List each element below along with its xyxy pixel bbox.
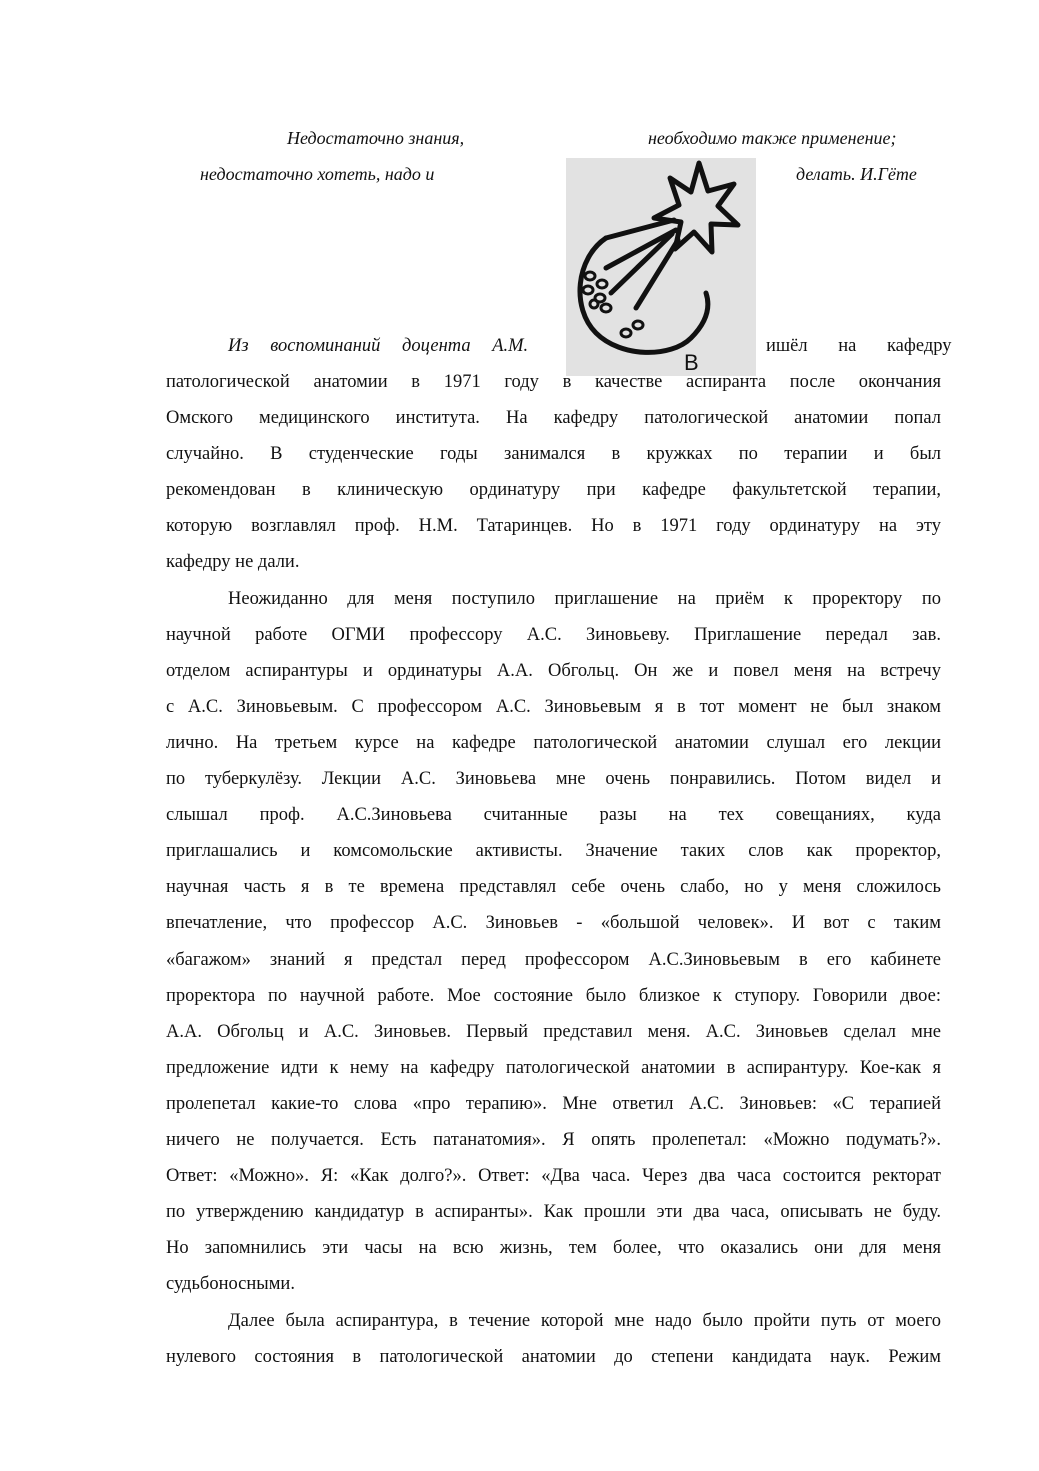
intro-first-line-rest: ишёл на кафедру <box>766 336 952 356</box>
body-line-18: проректора по научной работе. Мое состояние было близкое к ступору. Говорили двое: <box>166 986 941 1006</box>
body-line-12: по туберкулёзу. Лекции А.С. Зиновьева мне очень понравились. Потом видел и <box>166 769 941 789</box>
body-line-28: нулевого состояния в патологической анатомии до степени кандидата наук. Режим <box>166 1347 941 1367</box>
body-line-20: предложение идти к нему на кафедру патологической анатомии в аспирантуру. Кое-как я <box>166 1058 941 1078</box>
body-line-14: приглашались и комсомольские активисты. Значение таких слов как проректор, <box>166 841 941 861</box>
body-line-15: научная часть я в те времена представлял себе очень слабо, но у меня сложилось <box>166 877 941 897</box>
epigraph-line2-right: делать. И.Гёте <box>796 164 917 184</box>
body-line-27: Далее была аспирантура, в течение которой мне надо было пройти путь от моего <box>228 1311 941 1331</box>
epigraph-line1-right: необходимо также применение; <box>648 128 897 148</box>
body-line-10: с А.С. Зиновьевым. С профессором А.С. Зиновьевым я в тот момент не был знаком <box>166 697 941 717</box>
body-line-11: лично. На третьем курсе на кафедре патологической анатомии слушал его лекции <box>166 733 941 753</box>
body-line-24: по утверждению кандидатур в аспиранты». Как прошли эти два часа, описывать не буду. <box>166 1202 941 1222</box>
illustration <box>566 158 756 376</box>
intro-italic-lead: Из воспоминаний доцента А.М. <box>228 336 529 356</box>
body-line-21: пролепетал какие-то слова «про терапию». Мне ответил А.С. Зиновьев: «С терапией <box>166 1094 941 1114</box>
body-line-13: слышал проф. А.С.Зиновьева считанные разы на тех совещаниях, куда <box>166 805 941 825</box>
body-line-25: Но запомнились эти часы на всю жизнь, тем более, что оказались они для меня <box>166 1238 941 1258</box>
body-line-16: впечатление, что профессор А.С. Зиновьев - «большой человек». И вот с таким <box>166 913 941 933</box>
body-line-7: Неожиданно для меня поступило приглашение на приём к проректору по <box>228 589 941 609</box>
body-line-6: кафедру не дали. <box>166 552 300 572</box>
body-line-22: ничего не получается. Есть патанатомия». Я опять пролепетал: «Можно подумать?». <box>166 1130 941 1150</box>
epigraph-line1-left: Недостаточно знания, <box>287 128 465 148</box>
body-line-17: «багажом» знаний я предстал перед профессором А.С.Зиновьевым в его кабинете <box>166 950 941 970</box>
body-line-5: которую возглавлял проф. Н.М. Татаринцев. Но в 1971 году ординатуру на эту <box>166 516 941 536</box>
body-line-26: судьбоносными. <box>166 1274 295 1294</box>
body-line-9: отделом аспирантуры и ординатуры А.А. Обгольц. Он же и повел меня на встречу <box>166 661 941 681</box>
signature-mark: В <box>684 350 699 375</box>
body-line-8: научной работе ОГМИ профессору А.С. Зиновьеву. Приглашение передал зав. <box>166 625 941 645</box>
body-line-3: случайно. В студенческие годы занимался в кружках по терапии и был <box>166 444 941 464</box>
body-line-23: Ответ: «Можно». Я: «Как долго?». Ответ: «Два часа. Через два часа состоится ректорат <box>166 1166 941 1186</box>
body-line-4: рекомендован в клиническую ординатуру при кафедре факультетской терапии, <box>166 480 941 500</box>
epigraph-line2-left: недостаточно хотеть, надо и <box>200 164 435 184</box>
body-line-1: патологической анатомии в 1971 году в качестве аспиранта после окончания <box>166 372 941 392</box>
body-line-19: А.А. Обгольц и А.С. Зиновьев. Первый представил меня. А.С. Зиновьев сделал мне <box>166 1022 941 1042</box>
body-line-2: Омского медицинского института. На кафедру патологической анатомии попал <box>166 408 941 428</box>
exploding-star-drawing-icon <box>566 158 756 376</box>
